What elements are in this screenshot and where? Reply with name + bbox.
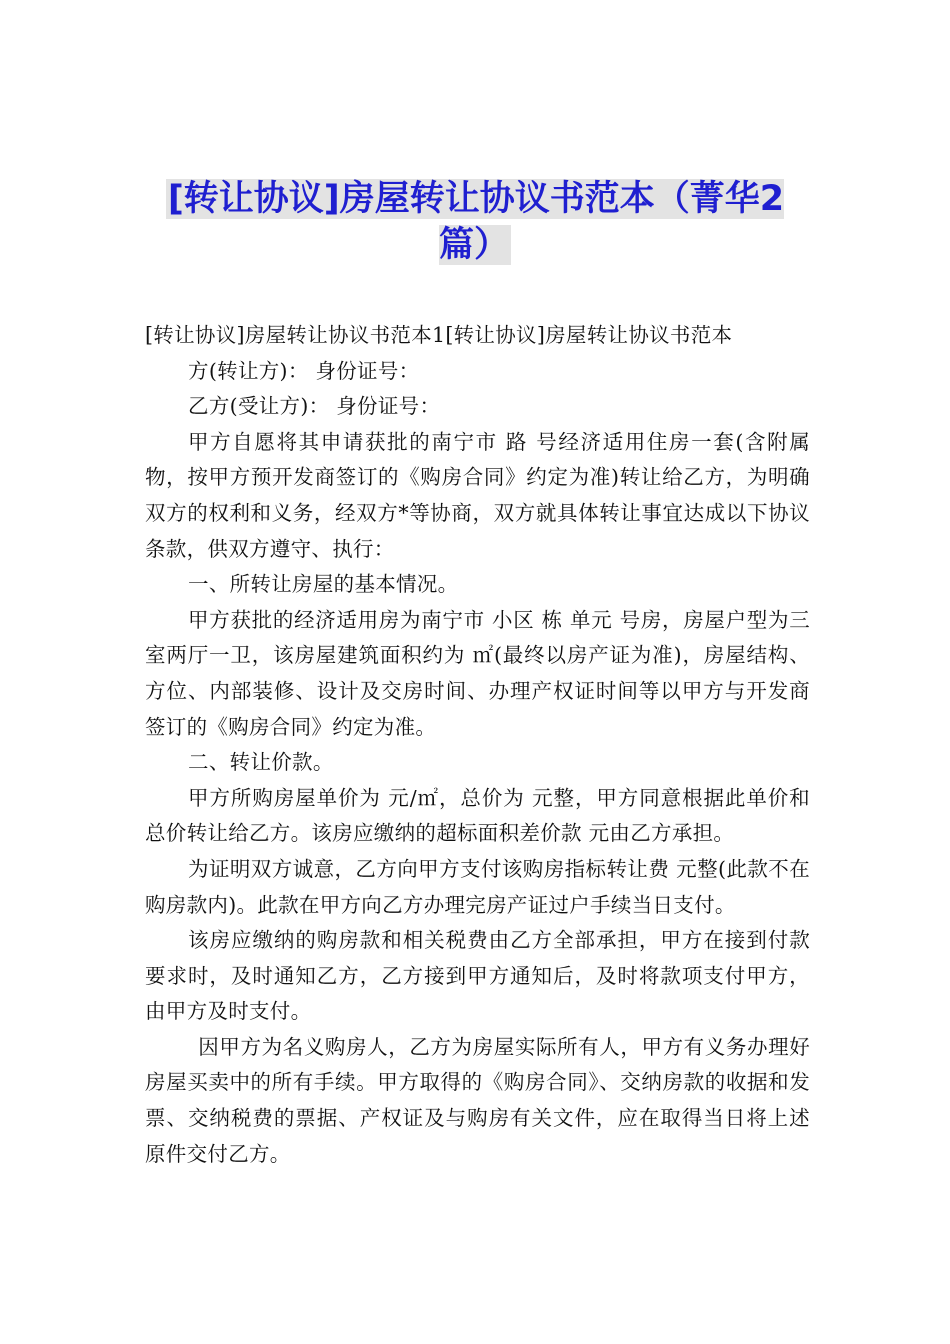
document-title	[145, 176, 805, 268]
paragraph-price: 甲方所购房屋单价为 元/㎡，总价为 元整，甲方同意根据此单价和总价转让给乙方。该房应缴纳的超标面积差价款 元由乙方承担。	[145, 785, 810, 846]
paragraph-heading-line: [转让协议]房屋转让协议书范本1[转让协议]房屋转让协议书范本	[145, 323, 733, 347]
paragraph-obligations: 因甲方为名义购房人，乙方为房屋实际所有人，甲方有义务办理好房屋买卖中的所有手续。甲方取得的《购房合同》、交纳房款的收据和发票、交纳税费的票据、产权证及与购房有关文件，应在取得当日将上述原件交付乙方。	[145, 1034, 810, 1166]
paragraph-intro: 甲方自愿将其申请获批的南宁市 路 号经济适用住房一套(含附属物，按甲方预开发商签订的《购房合同》约定为准)转让给乙方，为明确双方的权利和义务，经双方*等协商，双方就具体转让事宜达成以下协议条款，供双方遵守、执行：	[145, 429, 810, 561]
paragraph-party-a: 方(转让方)： 身份证号：	[188, 358, 420, 383]
document-body	[145, 318, 810, 1172]
paragraph-house-info: 甲方获批的经济适用房为南宁市 小区 栋 单元 号房，房屋户型为三室两厅一卫，该房屋建筑面积约为 ㎡(最终以房产证为准)，房屋结构、方位、内部装修、设计及交房时间、办理产权证时间等以甲方与开发商签订的《购房合同》约定为准。	[145, 607, 810, 739]
section-heading-1: 一、所转让房屋的基本情况。	[188, 572, 459, 597]
section-heading-2: 二、转让价款。	[188, 750, 334, 775]
paragraph-payment: 该房应缴纳的购房款和相关税费由乙方全部承担，甲方在接到付款要求时，及时通知乙方，乙方接到甲方通知后，及时将款项支付甲方，由甲方及时支付。	[145, 928, 810, 1024]
paragraph-transfer-fee: 为证明双方诚意，乙方向甲方支付该购房指标转让费 元整(此款不在购房款内)。此款在甲方向乙方办理完房产证过户手续当日支付。	[145, 856, 810, 917]
paragraph-party-b: 乙方(受让方)： 身份证号：	[188, 394, 441, 419]
document-title-text: [转让协议]房屋转让协议书范本（菁华2篇）	[167, 179, 785, 265]
